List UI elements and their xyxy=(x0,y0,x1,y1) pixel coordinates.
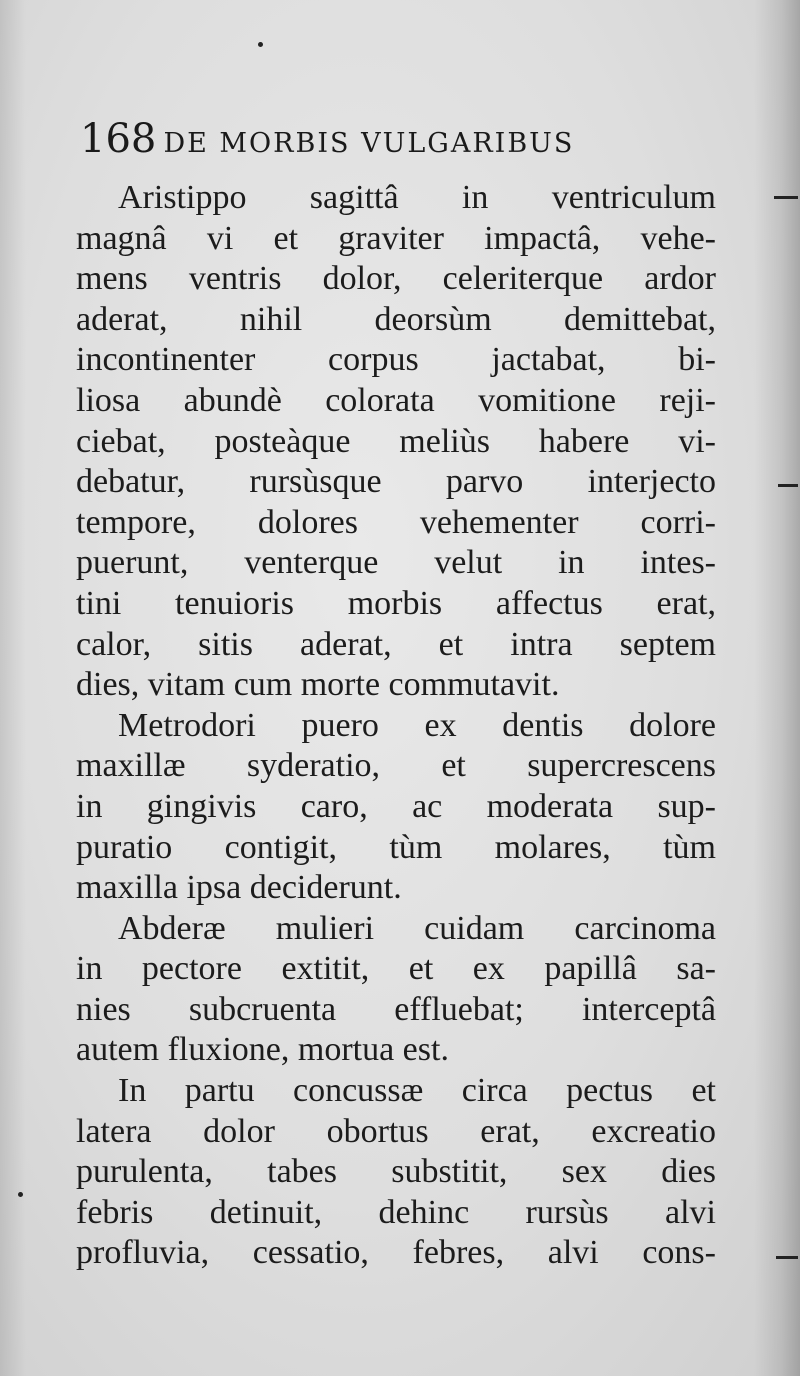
text-line: in pectore extitit, et ex papillâ sa- xyxy=(76,950,716,988)
page-header xyxy=(80,116,700,166)
text-line: maxillæ syderatio, et supercrescens xyxy=(76,747,716,785)
text-line: latera dolor obortus erat, excreatio xyxy=(76,1112,716,1150)
text-line: puratio contigit, tùm molares, tùm xyxy=(76,828,716,866)
text-line: mens ventris dolor, celeriterque ardor xyxy=(76,260,716,298)
text-line: in gingivis caro, ac moderata sup- xyxy=(76,787,716,825)
text-line: puerunt, venterque velut in intes- xyxy=(76,544,716,582)
text-line: Aristippo sagittâ in ventriculum xyxy=(118,179,716,216)
text-line: dies, vitam cum morte commutavit. xyxy=(76,666,560,704)
margin-tick-mark xyxy=(778,484,798,487)
text-line: magnâ vi et graviter impactâ, vehe- xyxy=(76,219,716,257)
text-line: Abderæ mulieri cuidam carcinoma xyxy=(118,909,716,947)
paragraph-in-partu xyxy=(76,1071,716,1274)
paragraph-aristippo xyxy=(76,178,716,706)
text-line: liosa abundè colorata vomitione reji- xyxy=(76,381,716,419)
page-gutter-shadow xyxy=(0,0,26,1376)
ink-speck xyxy=(258,42,263,47)
text-line: autem fluxione, mortua est. xyxy=(76,1031,449,1069)
ink-speck xyxy=(18,1192,23,1197)
page-number: 168 xyxy=(80,116,157,162)
running-title: DE MORBIS VULGARIBUS xyxy=(163,128,575,159)
body-text xyxy=(76,178,716,1274)
page-edge-shadow xyxy=(754,0,800,1376)
margin-tick-mark xyxy=(774,196,798,199)
paragraph-abderae xyxy=(76,909,716,1071)
text-line: debatur, rursùsque parvo interjecto xyxy=(76,463,716,501)
text-line: nies subcruenta effluebat; interceptâ xyxy=(76,990,716,1028)
text-line: aderat, nihil deorsùm demittebat, xyxy=(76,300,716,338)
text-line: maxilla ipsa deciderunt. xyxy=(76,869,402,907)
text-line: tempore, dolores vehementer corri- xyxy=(76,503,716,541)
text-line: purulenta, tabes substitit, sex dies xyxy=(76,1153,716,1191)
paragraph-metrodori xyxy=(76,706,716,909)
text-line: In partu concussæ circa pectus et xyxy=(118,1072,716,1110)
text-line: ciebat, posteàque meliùs habere vi- xyxy=(76,422,716,460)
margin-tick-mark xyxy=(776,1256,798,1259)
text-line: calor, sitis aderat, et intra septem xyxy=(76,625,716,663)
text-line: tini tenuioris morbis affectus erat, xyxy=(76,584,716,622)
text-line: Metrodori puero ex dentis dolore xyxy=(118,706,716,744)
text-line: profluvia, cessatio, febres, alvi cons- xyxy=(76,1234,716,1272)
text-line: incontinenter corpus jactabat, bi- xyxy=(76,341,716,379)
text-line: febris detinuit, dehinc rursùs alvi xyxy=(76,1193,716,1231)
